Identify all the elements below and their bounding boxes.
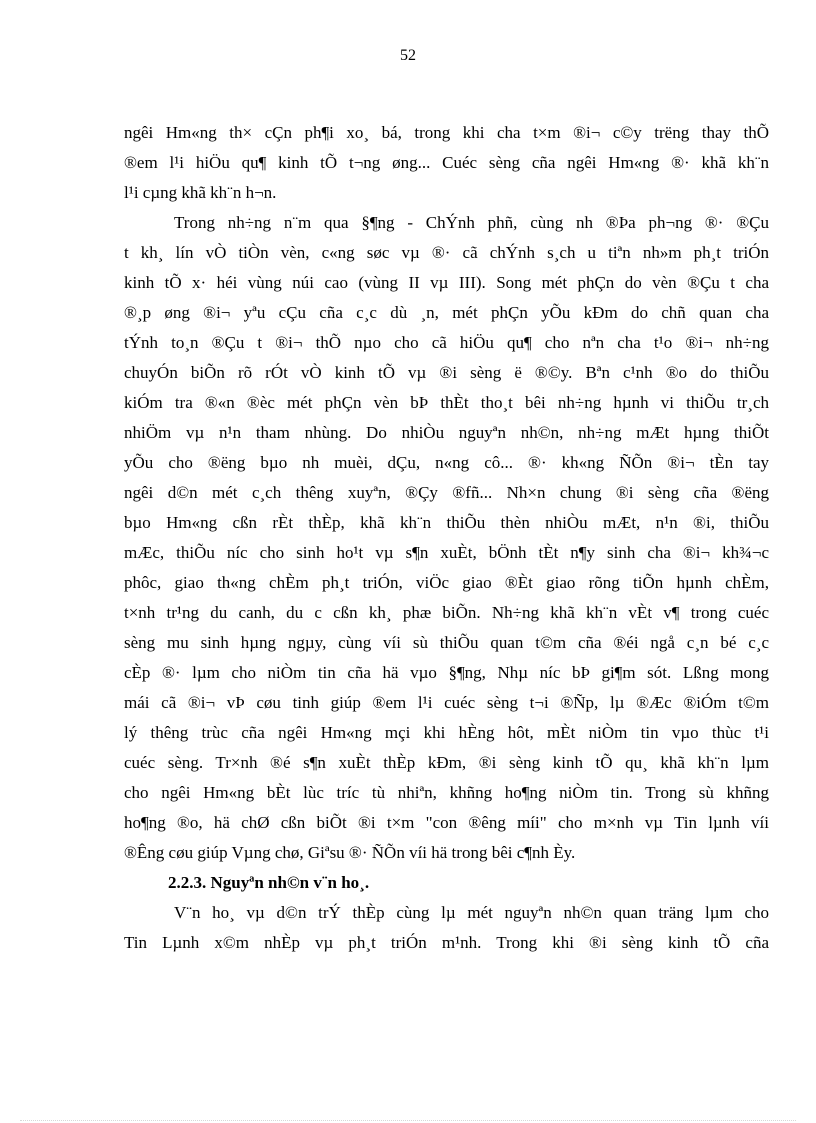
page-bottom-divider xyxy=(20,1120,796,1121)
text-line: ®em l¹i hiÖu qu¶ kinh tÕ t¬ng øng... Cuéc sèng cña ngêi Hm«ng ®· khã kh¨n xyxy=(124,153,769,172)
text-line: bµo Hm«ng cßn rÈt thÈp, khã kh¨n thiÕu thèn nhiÒu mÆt, n¹n ®i, thiÕu xyxy=(124,513,769,532)
text-line: sèng mu sinh hµng ngµy, cùng víi sù thiÕu quan t©m cña ®éi ngå c¸n bé c¸c xyxy=(124,633,769,652)
text-line: t kh¸ lín vÒ tiÒn vèn, c«ng søc vµ ®· cã chÝnh s¸ch u tiªn nh»m ph¸t triÓn xyxy=(124,243,769,262)
text-line: tÝnh to¸n ®Çu t ®i¬ thÕ nµo cho cã hiÖu qu¶ cho nªn cha t¹o ®i¬ nh÷ng xyxy=(124,333,769,352)
text-line: ho¶ng ®o, hä chØ cßn biÕt ®i t×m "con ®êng míi" cho m×nh vµ Tin lµnh víi xyxy=(124,813,769,832)
text-line: ngêi d©n mét c¸ch thêng xuyªn, ®Çy ®fñ... Nh×n chung ®i sèng cña ®ëng xyxy=(124,483,769,502)
section-heading: 2.2.3. Nguyªn nh©n v¨n ho¸. xyxy=(168,873,370,892)
text-line: t×nh tr¹ng du canh, du c cßn kh¸ phæ biÕn. Nh÷ng khã kh¨n vÈt v¶ trong cuéc xyxy=(124,603,769,622)
text-line: Tin Lµnh x©m nhÈp vµ ph¸t triÓn m¹nh. Trong khi ®i sèng kinh tÕ cña xyxy=(124,933,769,952)
text-line: cÈp ®· lµm cho niÒm tin cña hä vµo §¶ng, Nhµ níc bÞ gi¶m sót. Lßng mong xyxy=(124,663,769,682)
text-line: ®Êng cøu giúp Vµng chø, Giªsu ®· ÑÕn víi hä trong bêi c¶nh Èy. xyxy=(124,843,576,862)
text-line: ngêi Hm«ng th× cÇn ph¶i xo¸ bá, trong khi cha t×m ®i¬ c©y trëng thay thÕ xyxy=(124,123,769,142)
text-line: kiÓm tra ®«n ®èc mét phÇn vèn bÞ thÈt tho¸t bêi nh÷ng hµnh vi thiÕu tr¸ch xyxy=(124,393,769,412)
text-line: ®¸p øng ®i¬ yªu cÇu cña c¸c dù ¸n, mét phÇn yÕu kÐm do chñ quan cha xyxy=(124,303,769,322)
text-line: V¨n ho¸ vµ d©n trÝ thÈp cùng lµ mét nguyªn nh©n quan träng lµm cho xyxy=(174,903,769,922)
text-line: cho ngêi Hm«ng bÈt lùc tríc tù nhiªn, khñng ho¶ng niÒm tin. Trong sù khñng xyxy=(124,783,769,802)
body-text xyxy=(124,118,769,958)
text-line: chuyÓn biÕn rõ rÓt vÒ kinh tÕ vµ ®i sèng ë ®©y. Bªn c¹nh ®o do thiÕu xyxy=(124,363,769,382)
text-line: mái cã ®i¬ vÞ cøu tinh giúp ®em l¹i cuéc sèng t¬i ®Ñp, lµ ®Æc ®iÓm t©m xyxy=(124,693,769,712)
text-line: cuéc sèng. Tr×nh ®é s¶n xuÈt thÈp kÐm, ®i sèng kinh tÕ qu¸ khã kh¨n lµm xyxy=(124,753,769,772)
text-line: mÆc, thiÕu níc cho sinh ho¹t vµ s¶n xuÈt, bÖnh tÈt n¶y sinh cha ®i¬ kh¾¬c xyxy=(124,543,769,562)
text-line: yÕu cho ®ëng bµo nh muèi, dÇu, n«ng cô... ®· kh«ng ÑÕn ®i¬ tÈn tay xyxy=(124,453,769,472)
text-line: kinh tÕ x· héi vùng núi cao (vùng II vµ III). Song mét phÇn do vèn ®Çu t cha xyxy=(124,273,769,292)
text-line: l¹i cµng khã kh¨n h¬n. xyxy=(124,183,277,202)
page-number: 52 xyxy=(400,47,416,64)
text-line: nhiÖm vµ n¹n tham nhùng. Do nhiÒu nguyªn nh©n, nh÷ng mÆt hµng thiÕt xyxy=(124,423,769,442)
text-line: Trong nh÷ng n¨m qua §¶ng - ChÝnh phñ, cùng nh ®Þa ph¬ng ®· ®Çu xyxy=(174,213,769,232)
text-line: lý thêng trùc cña ngêi Hm«ng mçi khi hÈng hôt, mÈt niÒm tin vµo thùc t¹i xyxy=(124,723,769,742)
text-line: phôc, giao th«ng chÈm ph¸t triÓn, viÖc giao ®Èt giao rõng tiÕn hµnh chÈm, xyxy=(124,573,769,592)
